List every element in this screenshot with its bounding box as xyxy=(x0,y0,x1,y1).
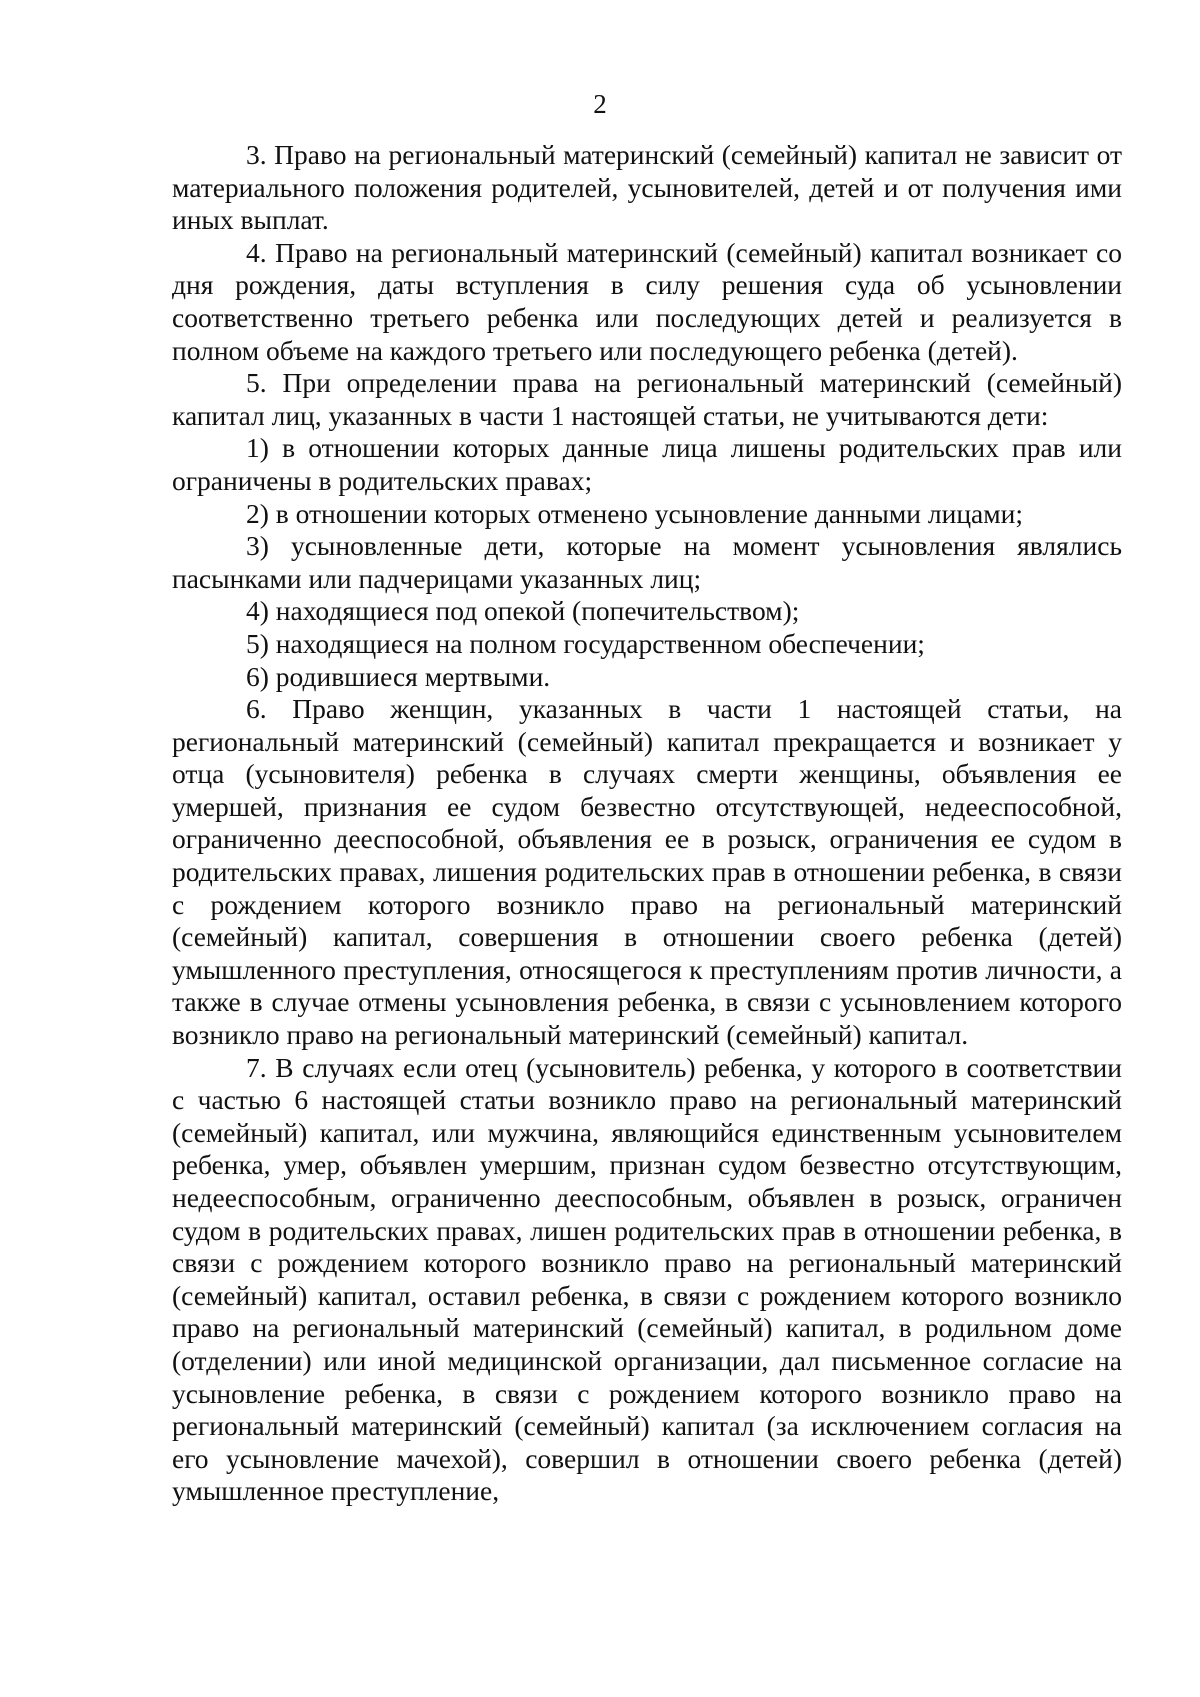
document-body xyxy=(172,139,1122,1508)
paragraph-part-6: 6. Право женщин, указанных в части 1 настоящей статьи, на региональный материнский (семейный) капитал прекращается и возникает у отца (усыновителя) ребенка в случаях смерти женщины, объявления ее умершей, признания ее судом безвестно отсутствующей, недееспособной, ограниченно дееспособной, объявления ее в розыск, ограничения ее судом в родительских правах, лишения родительских прав в отношении ребенка, в связи с рождением которого возникло право на региональный материнский (семейный) капитал, совершения в отношении своего ребенка (детей) умышленного преступления, относящегося к преступлениям против личности, а также в случае отмены усыновления ребенка, в связи с усыновлением которого возникло право на региональный материнский (семейный) капитал. xyxy=(172,693,1122,1051)
list-item-5: 5) находящиеся на полном государственном обеспечении; xyxy=(246,627,925,659)
paragraph-part-4: 4. Право на региональный материнский (семейный) капитал возникает со дня рождения, даты вступления в силу решения суда об усыновлении соответственно третьего ребенка или последующих детей и реализуется в полном объеме на каждого третьего или последующего ребенка (детей). xyxy=(172,236,1122,366)
paragraph-part-5: 5. При определении права на региональный материнский (семейный) капитал лиц, указанных в части 1 настоящей статьи, не учитываются дети: xyxy=(172,367,1122,431)
list-item-6: 6) родившиеся мертвыми. xyxy=(246,660,551,692)
list-item-1: 1) в отношении которых данные лица лишены родительских прав или ограничены в родительских правах; xyxy=(172,432,1122,496)
paragraph-part-7: 7. В случаях если отец (усыновитель) ребенка, у которого в соответствии с частью 6 настоящей статьи возникло право на региональный материнский (семейный) капитал, или мужчина, являющийся единственным усыновителем ребенка, умер, объявлен умершим, признан судом безвестно отсутствующим, недееспособным, ограниченно дееспособным, объявлен в розыск, ограничен судом в родительских правах, лишен родительских прав в отношении ребенка, в связи с рождением которого возникло право на региональный материнский (семейный) капитал, оставил ребенка, в связи с рождением которого возникло право на региональный материнский (семейный) капитал, в родильном доме (отделении) или иной медицинской организации, дал письменное согласие на усыновление ребенка, в связи с рождением которого возникло право на региональный материнский (семейный) капитал (за исключением согласия на его усыновление мачехой), совершил в отношении своего ребенка (детей) умышленное преступление, xyxy=(172,1051,1122,1507)
list-item-3: 3) усыновленные дети, которые на момент усыновления являлись пасынками или падчерицами указанных лиц; xyxy=(172,530,1122,594)
paragraph-part-3: 3. Право на региональный материнский (семейный) капитал не зависит от материального положения родителей, усыновителей, детей и от получения ими иных выплат. xyxy=(172,139,1122,236)
list-item-4: 4) находящиеся под опекой (попечительством); xyxy=(246,595,800,627)
list-item-2: 2) в отношении которых отменено усыновление данными лицами; xyxy=(246,497,1023,529)
page-number: 2 xyxy=(593,89,607,119)
